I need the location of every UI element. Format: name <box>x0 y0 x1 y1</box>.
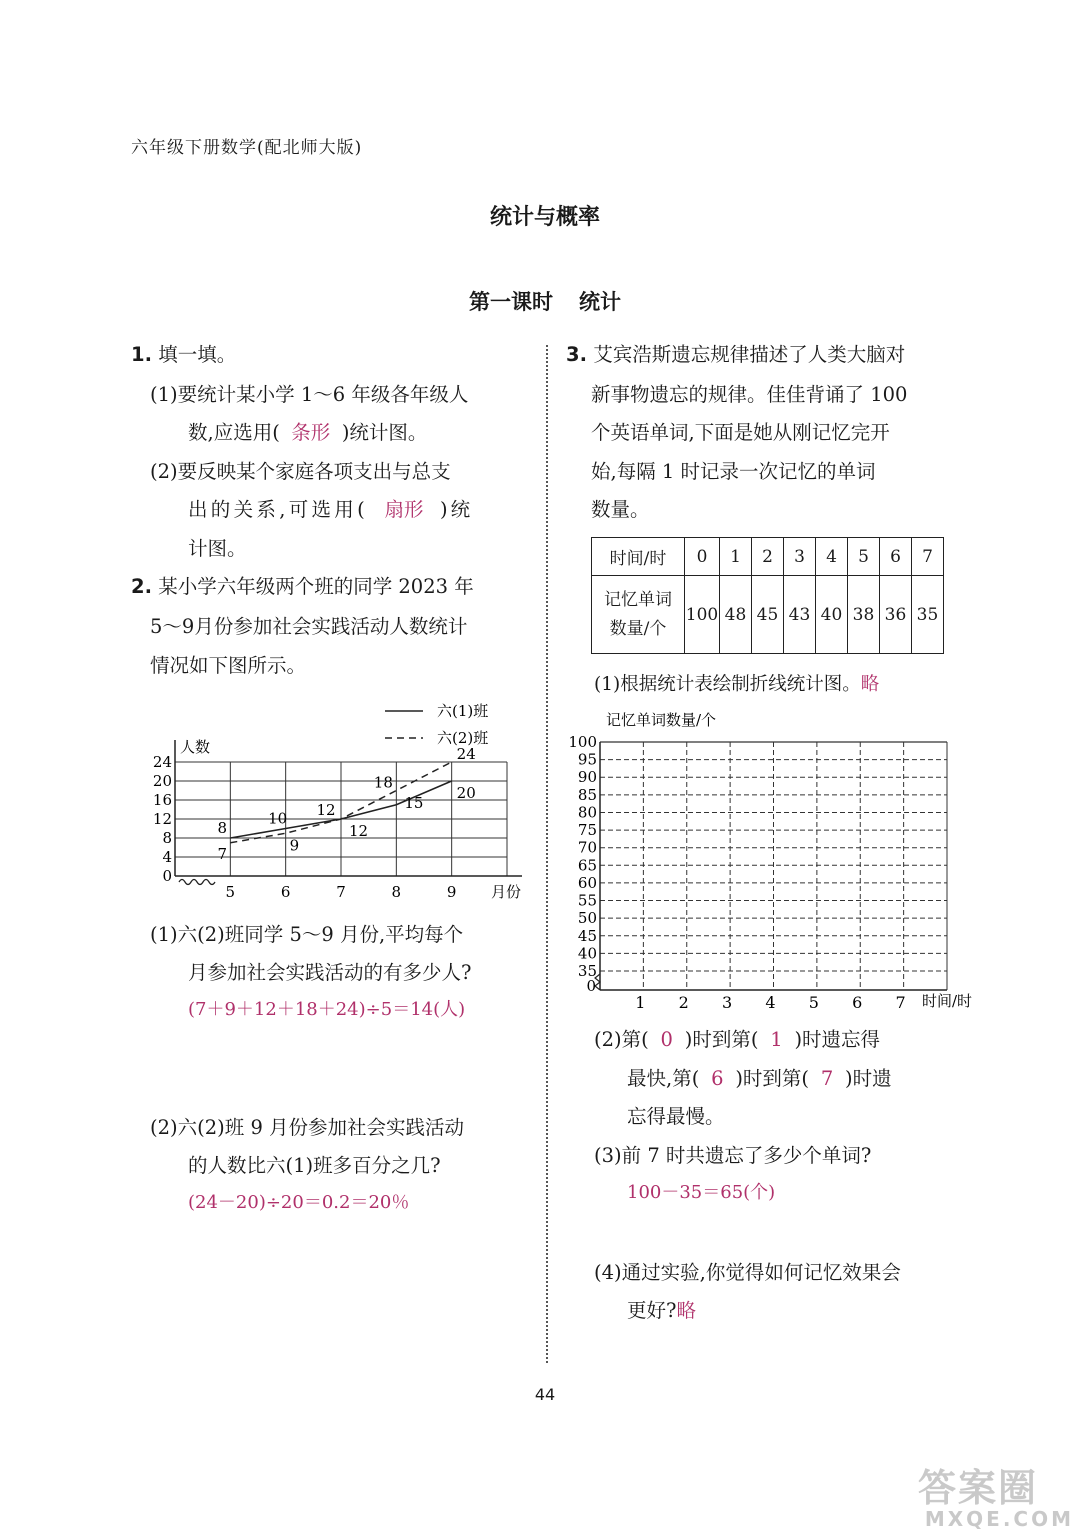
x-tick-label: 3 <box>721 993 733 1012</box>
q3-p2-line1 <box>594 1030 880 1050</box>
q3-p4-answer: 略 <box>676 1299 696 1322</box>
q2-stem-line2: 5～9月份参加社会实践活动人数统计 <box>150 615 468 638</box>
q2-line-chart <box>150 700 535 910</box>
class1-data-label: 12 <box>316 801 336 819</box>
watermark-logo <box>918 1468 1080 1532</box>
q2-number: 2. <box>131 575 152 598</box>
y-tick-label: 60 <box>577 873 597 892</box>
q3-p2-text-d: 最快,第( <box>627 1067 700 1090</box>
x-tick-label: 5 <box>808 993 819 1012</box>
x-tick-label: 7 <box>895 993 906 1012</box>
y-tick-label: 45 <box>577 926 597 945</box>
q2-chart-ylabel: 人数 <box>180 738 211 756</box>
y-tick-label: 100 <box>568 733 597 751</box>
q3-chart-ylabel: 记忆单词数量/个 <box>606 711 717 729</box>
q3-p4-text: 更好? <box>627 1299 677 1322</box>
watermark-small: MXQE.COM <box>924 1507 1074 1531</box>
y-tick-label: 80 <box>577 803 597 822</box>
book-header: 六年级下册数学(配北师大版) <box>131 138 363 158</box>
q3-p2-answer-c: 6 <box>711 1067 724 1090</box>
table-cell: 7 <box>912 538 944 576</box>
class1-data-label: 8 <box>217 819 228 837</box>
table-cell: 6 <box>880 538 912 576</box>
q2-p2-line1: (2)六(2)班 9 月份参加社会实践活动 <box>150 1116 465 1139</box>
q2-chart-series <box>218 745 476 863</box>
q2-chart-xlabel: 月份 <box>491 883 522 901</box>
table-cell: 3 <box>784 538 816 576</box>
q3-p1-text: (1)根据统计表绘制折线统计图。 <box>594 674 861 695</box>
q3-p2-answer-b: 1 <box>770 1028 783 1051</box>
watermark-big: 答案圈 <box>918 1466 1039 1510</box>
class1-data-label: 10 <box>268 809 288 828</box>
y-tick-label: 20 <box>152 772 172 790</box>
q2-p1-line1: (1)六(2)班同学 5～9 月份,平均每个 <box>150 923 464 946</box>
q2-p1-line2: 月参加社会实践活动的有多少人? <box>188 961 472 984</box>
q2-stem-line3: 情况如下图所示。 <box>150 654 307 677</box>
q2-p1-answer: (7＋9＋12＋18＋24)÷5＝14(人) <box>188 999 466 1020</box>
q2-p2-answer: (24－20)÷20＝0.2＝20％ <box>188 1192 410 1213</box>
y-tick-label: 24 <box>152 753 172 771</box>
q3-p2-text-b: )时到第( <box>684 1028 759 1051</box>
y-tick-label: 90 <box>577 768 597 787</box>
q1-p2-answer: 扇形 <box>384 498 424 521</box>
x-tick-label: 5 <box>225 883 236 901</box>
q2-p2-line2: 的人数比六(1)班多百分之几? <box>188 1154 441 1177</box>
q1-p1-line1: (1)要统计某小学 1～6 年级各年级人 <box>150 383 469 406</box>
table-cell: 36 <box>880 576 912 654</box>
table-row-hours <box>592 538 944 576</box>
x-tick-label: 4 <box>765 993 776 1012</box>
x-tick-label: 6 <box>280 883 291 901</box>
q3-p2-line2 <box>627 1069 892 1089</box>
table-header-count <box>592 576 685 654</box>
q1-p1-answer: 条形 <box>291 421 331 444</box>
table-cell: 38 <box>848 576 880 654</box>
q3-chart-grid <box>595 742 947 990</box>
y-tick-label: 70 <box>577 838 597 857</box>
y-zero-label: 0 <box>586 977 596 995</box>
lesson-title <box>0 286 1090 316</box>
x-tick-label: 7 <box>336 883 346 901</box>
column-divider <box>546 345 548 1363</box>
q3-number: 3. <box>566 343 587 366</box>
q3-p4-line1: (4)通过实验,你觉得如何记忆效果会 <box>594 1261 901 1284</box>
q1-p2-text-a: 出的关系,可选用( <box>188 498 369 521</box>
q3-stem-text: 艾宾浩斯遗忘规律描述了人类大脑对 <box>593 343 906 366</box>
table-cell: 43 <box>784 576 816 654</box>
q1-p2-line1: (2)要反映某个家庭各项支出与总支 <box>150 460 451 483</box>
x-tick-label: 9 <box>446 883 457 901</box>
q3-stem-line1 <box>566 345 905 365</box>
table-cell: 48 <box>720 576 752 654</box>
q3-stem-line2: 新事物遗忘的规律。佳佳背诵了 100 <box>591 383 908 406</box>
y-tick-label: 16 <box>152 791 172 809</box>
q2-stem-text: 某小学六年级两个班的同学 2023 年 <box>158 575 474 598</box>
axis-break-mark <box>179 880 215 885</box>
lesson-title-part1: 第一课时 <box>469 290 553 314</box>
table-cell: 5 <box>848 538 880 576</box>
q1-p1-text-b: )统计图。 <box>341 421 428 444</box>
q3-chart-ticks <box>568 733 905 1012</box>
q1-p1-text-a: 数,应选用( <box>188 421 280 444</box>
table-cell: 35 <box>912 576 944 654</box>
q3-p2-answer-d: 7 <box>820 1067 834 1090</box>
q3-p1-line <box>594 676 879 695</box>
q3-p3-line1: (3)前 7 时共遗忘了多少个单词? <box>594 1144 872 1167</box>
q2-stem-line1 <box>131 577 474 597</box>
class2-data-label: 7 <box>217 844 228 863</box>
y-tick-label: 4 <box>162 848 172 866</box>
q3-stem-line5: 数量。 <box>591 498 650 521</box>
q3-stem-line3: 个英语单词,下面是她从刚记忆完开 <box>591 421 890 444</box>
legend-class2: 六(2)班 <box>437 729 489 747</box>
table-cell: 1 <box>720 538 752 576</box>
table-cell: 4 <box>816 538 848 576</box>
y-tick-label: 40 <box>577 944 597 963</box>
q3-p2-text-a: (2)第( <box>594 1028 649 1051</box>
table-cell: 0 <box>685 538 720 576</box>
q1-p2-text-b: )统 <box>440 498 474 521</box>
q3-p3-answer: 100－35＝65(个) <box>627 1182 776 1203</box>
y-tick-label: 95 <box>577 750 597 769</box>
y-tick-label: 50 <box>577 909 597 928</box>
q3-p4-line2 <box>627 1301 696 1321</box>
y-tick-label: 65 <box>577 856 597 875</box>
q3-p2-text-e: )时到第( <box>735 1067 810 1090</box>
y-tick-label: 35 <box>577 962 597 980</box>
y-tick-label: 55 <box>577 891 597 910</box>
q1-p2-line2 <box>188 500 473 520</box>
q3-p2-text-c: )时遗忘得 <box>794 1028 881 1051</box>
y-tick-label: 12 <box>152 810 172 828</box>
q3-p2-text-f: )时遗 <box>845 1067 892 1090</box>
q1-p1-line2 <box>188 423 427 443</box>
page-number: 44 <box>534 1385 556 1404</box>
table-cell: 100 <box>685 576 720 654</box>
x-tick-label: 1 <box>635 993 646 1012</box>
x-tick-label: 2 <box>678 993 689 1012</box>
q3-grid-chart <box>560 705 990 1020</box>
class2-data-label: 12 <box>349 822 369 840</box>
q3-p2-line3: 忘得最慢。 <box>627 1105 725 1128</box>
table-row-counts <box>592 576 944 654</box>
lesson-title-part2: 统计 <box>579 290 621 314</box>
class2-data-label: 18 <box>373 773 393 792</box>
unit-title: 统计与概率 <box>489 205 600 230</box>
x-tick-label: 8 <box>391 883 402 901</box>
legend-class1: 六(1)班 <box>437 702 489 720</box>
q2-chart-ticks <box>153 753 457 901</box>
class1-data-label: 20 <box>456 784 476 802</box>
class1-data-label: 15 <box>404 793 424 812</box>
y-tick-label: 8 <box>162 829 172 847</box>
table-cell: 40 <box>816 576 848 654</box>
q3-chart-xlabel: 时间/时 <box>922 992 973 1010</box>
q3-p1-answer: 略 <box>860 674 880 695</box>
table-header-time: 时间/时 <box>592 538 685 576</box>
class2-data-label: 9 <box>289 836 300 855</box>
table-cell: 2 <box>752 538 784 576</box>
memory-table <box>591 537 944 654</box>
q1-stem-text: 填一填。 <box>158 343 237 366</box>
y-tick-label: 0 <box>162 867 172 885</box>
q3-stem-line4: 始,每隔 1 时记录一次记忆的单词 <box>591 460 876 483</box>
q1-stem <box>131 345 236 365</box>
x-tick-label: 6 <box>852 993 863 1012</box>
q3-p2-answer-a: 0 <box>660 1028 673 1051</box>
table-header-count-line2: 数量/个 <box>609 618 667 639</box>
q1-number: 1. <box>131 343 152 366</box>
table-cell: 45 <box>752 576 784 654</box>
class2-data-label: 24 <box>456 745 476 763</box>
q1-p2-line3: 计图。 <box>188 537 247 560</box>
y-tick-label: 75 <box>577 821 597 840</box>
y-tick-label: 85 <box>577 785 597 804</box>
table-header-count-line1: 记忆单词 <box>604 589 672 610</box>
